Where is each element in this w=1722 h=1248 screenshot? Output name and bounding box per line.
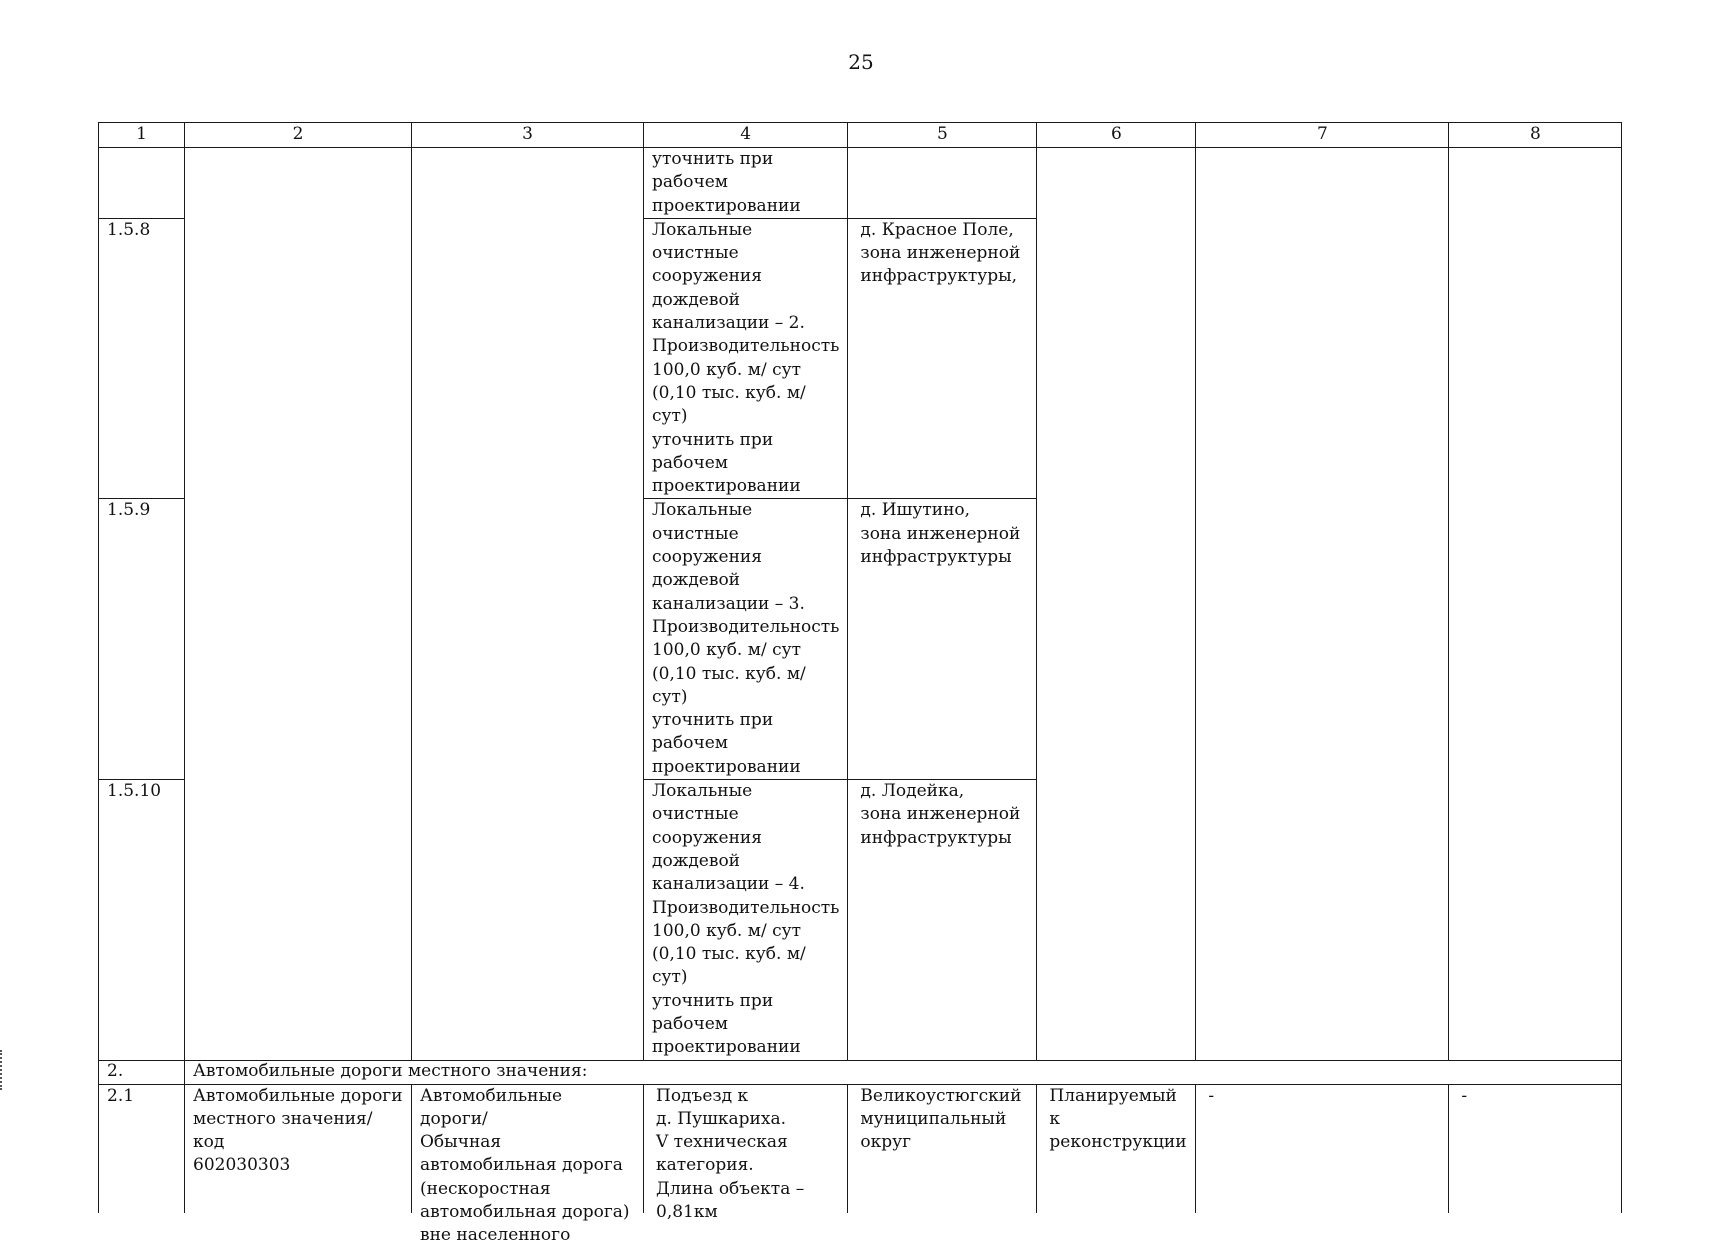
object-cell (644, 499, 848, 780)
section-title: Автомобильные дороги местного значения: (185, 1060, 1622, 1084)
location-cell (848, 218, 1037, 499)
header-col-2: 2 (185, 123, 412, 148)
object-text: Локальные очистные сооружения дождевой канализации – 4. Производительность 100,0 куб. м/ сут (0,10 тыс. куб. м/сут) уточнить при рабочем проектировании (652, 781, 840, 1058)
header-col-1: 1 (99, 123, 185, 148)
merged-col-6-empty (1037, 148, 1196, 1061)
location-cell (848, 499, 1037, 780)
continuation-object-cell (644, 148, 848, 219)
page-number: 25 (848, 50, 874, 74)
table-row-continuation (99, 148, 1622, 219)
col-8-cell (1449, 1084, 1622, 1213)
col-7-cell (1196, 1084, 1449, 1213)
merged-col-3-empty (412, 148, 644, 1061)
purpose-text: Автомобильные дороги местного значения/ код 602030303 (193, 1085, 403, 1176)
document-table (98, 122, 1622, 1246)
location-text: д. Лодейка, зона инженерной инфраструктуры (860, 781, 1021, 848)
location-text: д. Ишутино, зона инженерной инфраструктуры (860, 500, 1021, 568)
table-header-row (99, 123, 1622, 148)
table-row (99, 1084, 1622, 1213)
status-text: Планируемый к реконструкции (1049, 1085, 1187, 1153)
col-8-text: - (1461, 1085, 1468, 1106)
object-text: Подъезд к д. Пушкариха. V техническая категория. Длина объекта – 0,81км (656, 1085, 805, 1223)
section-number: 2. (99, 1060, 185, 1084)
section-row (99, 1060, 1622, 1084)
object-cell (644, 780, 848, 1061)
location-text: Великоустюгский муниципальный округ (860, 1085, 1022, 1153)
object-cell (644, 1084, 848, 1223)
purpose-cell (185, 1084, 412, 1213)
location-text: д. Красное Поле, зона инженерной инфраструктуры, (860, 219, 1021, 287)
merged-col-2-empty (185, 148, 412, 1061)
header-col-4: 4 (644, 123, 848, 148)
row-number (99, 1084, 185, 1213)
scan-margin-marks (0, 1050, 5, 1090)
location-cell (848, 780, 1037, 1061)
row-number: 1.5.10 (99, 780, 185, 1061)
row-number: 1.5.8 (99, 218, 185, 499)
row-number: 1.5.9 (99, 499, 185, 780)
cell-empty (848, 148, 1037, 219)
header-col-8: 8 (1449, 123, 1622, 148)
merged-col-7-empty (1196, 148, 1449, 1061)
header-col-5: 5 (848, 123, 1037, 148)
object-text: Локальные очистные сооружения дождевой канализации – 3. Производительность 100,0 куб. м/ сут (0,10 тыс. куб. м/сут) уточнить при рабочем проектировании (652, 500, 840, 777)
type-text: Автомобильные дороги/ Обычная автомобильная дорога (нескоростная автомобильная дорога) вне населенного (420, 1085, 630, 1246)
object-text: Локальные очистные сооружения дождевой канализации – 2. Производительность 100,0 куб. м/ сут (0,10 тыс. куб. м/сут) уточнить при рабочем проектировании (652, 219, 840, 497)
row-number-text: 2.1 (107, 1085, 135, 1106)
continuation-object-text: уточнить при рабочем проектировании (652, 149, 801, 216)
location-cell (848, 1084, 1037, 1213)
header-col-7: 7 (1196, 123, 1449, 148)
type-cell (412, 1084, 644, 1246)
header-col-6: 6 (1037, 123, 1196, 148)
object-cell (644, 218, 848, 499)
merged-col-8-empty (1449, 148, 1622, 1061)
cell-empty (99, 148, 185, 219)
header-col-3: 3 (412, 123, 644, 148)
col-7-text: - (1208, 1085, 1215, 1106)
status-cell (1037, 1084, 1196, 1213)
